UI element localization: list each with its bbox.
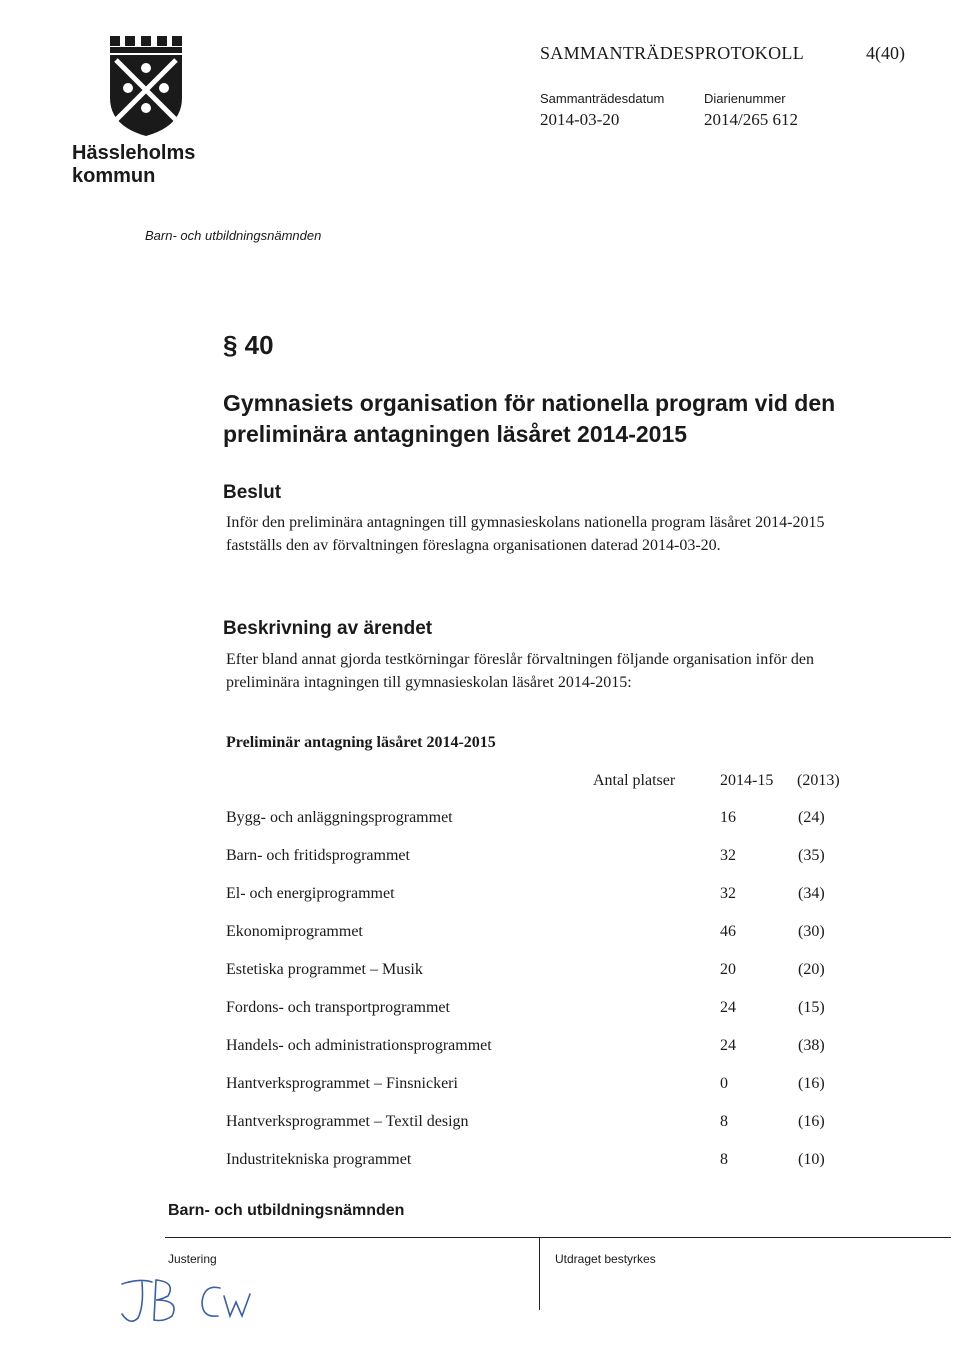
committee-name-header: Barn- och utbildningsnämnden bbox=[145, 228, 322, 243]
program-name: Fordons- och transportprogrammet bbox=[226, 999, 450, 1016]
document-type: SAMMANTRÄDESPROTOKOLL bbox=[540, 43, 804, 63]
seats-previous: (24) bbox=[798, 809, 825, 826]
table-row bbox=[0, 1151, 960, 1175]
program-name: El- och energiprogrammet bbox=[226, 885, 395, 902]
description-heading: Beskrivning av ärendet bbox=[223, 618, 433, 639]
decision-text: Inför den preliminära antagningen till gymnasieskolans nationella program läsåret 2014-2015 fastställs den av förvaltningen föreslagna organisationen daterad 2014-03-20. bbox=[226, 514, 825, 554]
seats-previous: (16) bbox=[798, 1075, 825, 1092]
meeting-date: 2014-03-20 bbox=[540, 110, 620, 129]
seats-previous: (15) bbox=[798, 999, 825, 1016]
handwritten-initials-signature bbox=[112, 1270, 272, 1330]
justering-label: Justering bbox=[168, 1252, 217, 1266]
table-row bbox=[0, 923, 960, 947]
municipality-line-1: Hässleholms bbox=[72, 142, 196, 164]
program-name: Hantverksprogrammet – Textil design bbox=[226, 1113, 469, 1130]
footer-divider-vertical bbox=[539, 1238, 540, 1310]
column-header-current-year: 2014-15 bbox=[720, 772, 774, 789]
table-title: Preliminär antagning läsåret 2014-2015 bbox=[226, 734, 496, 751]
municipality-line-2: kommun bbox=[72, 165, 156, 187]
meeting-date-label: Sammanträdesdatum bbox=[540, 91, 665, 106]
program-name: Hantverksprogrammet – Finsnickeri bbox=[226, 1075, 458, 1092]
page-number: 4(40) bbox=[866, 43, 905, 63]
seats-previous: (35) bbox=[798, 847, 825, 864]
description-text: Efter bland annat gjorda testkörningar föreslår förvaltningen följande organisation inför den preliminära intagningen till gymnasieskolan läsåret 2014-2015: bbox=[226, 651, 814, 691]
seats-previous: (30) bbox=[798, 923, 825, 940]
decision-heading: Beslut bbox=[223, 482, 282, 503]
table-row bbox=[0, 1075, 960, 1099]
program-name: Handels- och administrationsprogrammet bbox=[226, 1037, 492, 1054]
table-row bbox=[0, 961, 960, 985]
seats-current: 20 bbox=[720, 961, 736, 978]
seats-previous: (34) bbox=[798, 885, 825, 902]
section-number: § 40 bbox=[223, 330, 274, 360]
seats-current: 8 bbox=[720, 1113, 728, 1130]
municipality-name bbox=[72, 142, 195, 188]
program-name: Ekonomiprogrammet bbox=[226, 923, 363, 940]
seats-current: 24 bbox=[720, 1037, 736, 1054]
seats-previous: (38) bbox=[798, 1037, 825, 1054]
seats-previous: (16) bbox=[798, 1113, 825, 1130]
seats-current: 46 bbox=[720, 923, 736, 940]
municipal-coat-of-arms-logo bbox=[108, 36, 184, 138]
section-title: Gymnasiets organisation för nationella program vid den preliminära antagningen läsåret 2014-2015 bbox=[223, 390, 836, 447]
table-row bbox=[0, 1037, 960, 1061]
seats-previous: (10) bbox=[798, 1151, 825, 1168]
program-name: Estetiska programmet – Musik bbox=[226, 961, 423, 978]
program-name: Industritekniska programmet bbox=[226, 1151, 412, 1168]
seats-current: 0 bbox=[720, 1075, 728, 1092]
seats-previous: (20) bbox=[798, 961, 825, 978]
table-row bbox=[0, 847, 960, 871]
seats-current: 16 bbox=[720, 809, 736, 826]
committee-name-footer: Barn- och utbildningsnämnden bbox=[168, 1202, 405, 1219]
diary-number-label: Diarienummer bbox=[704, 91, 786, 106]
footer-divider-horizontal bbox=[165, 1237, 951, 1238]
program-name: Bygg- och anläggningsprogrammet bbox=[226, 809, 453, 826]
table-row bbox=[0, 885, 960, 909]
column-header-previous-year: (2013) bbox=[797, 772, 840, 789]
program-name: Barn- och fritidsprogrammet bbox=[226, 847, 410, 864]
table-row bbox=[0, 809, 960, 833]
utdrag-label: Utdraget bestyrkes bbox=[555, 1252, 656, 1266]
seats-current: 8 bbox=[720, 1151, 728, 1168]
seats-current: 24 bbox=[720, 999, 736, 1016]
diary-number: 2014/265 612 bbox=[704, 110, 798, 129]
seats-current: 32 bbox=[720, 885, 736, 902]
seats-current: 32 bbox=[720, 847, 736, 864]
column-header-seats: Antal platser bbox=[593, 772, 676, 789]
table-row bbox=[0, 1113, 960, 1137]
table-row bbox=[0, 999, 960, 1023]
